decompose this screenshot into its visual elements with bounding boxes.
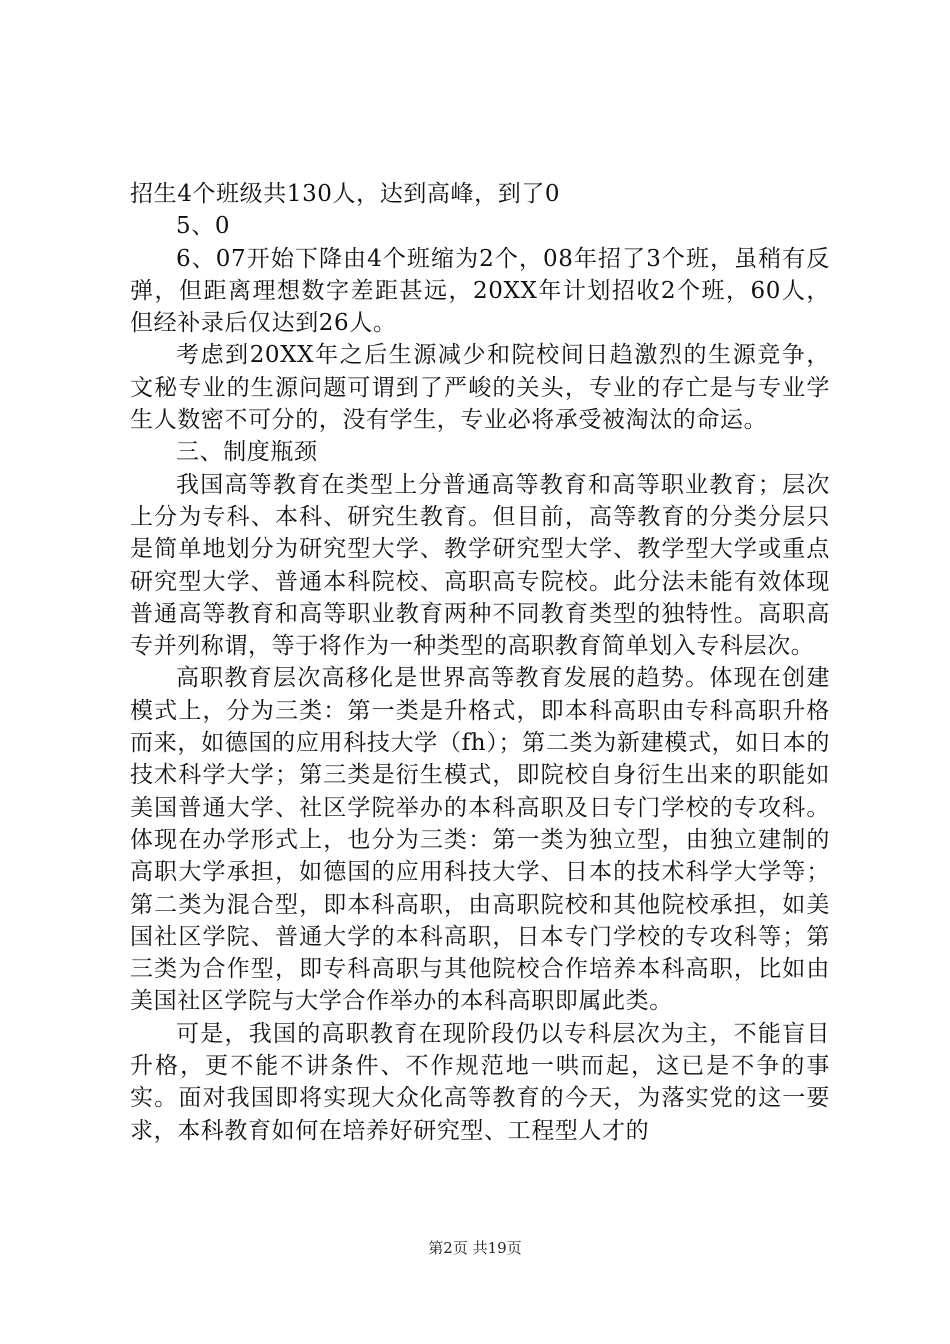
- paragraph-3: 6、07开始下降由4个班缩为2个，08年招了3个班，虽稍有反弹，但距离理想数字差距甚远，20XX年计划招收2个班，60人，但经补录后仅达到26人。: [130, 245, 830, 337]
- document-body: [130, 178, 830, 1147]
- paragraph-2: 5、0: [176, 213, 231, 240]
- paragraph-7: 高职教育层次高移化是世界高等教育发展的趋势。体现在创建模式上，分为三类：第一类是升格式，即本科高职由专科高职升格而来，如德国的应用科技大学（fh）；第二类为新建模式，如日本的技术科学大学；第三类是衍生模式，即院校自身衍生出来的职能如美国普通大学、社区学院举办的本科高职及日专门学校的专攻科。体现在办学形式上，也分为三类：第一类为独立型，由独立建制的高职大学承担，如德国的应用科技大学、日本的技术科学大学等；第二类为混合型，即本科高职，由高职院校和其他院校承担，如美国社区学院、普通大学的本科高职，日本专门学校的专攻科等；第三类为合作型，即专科高职与其他院校合作培养本科高职，比如由美国社区学院与大学合作举办的本科高职即属此类。: [130, 665, 830, 1015]
- paragraph-4: 考虑到20XX年之后生源减少和院校间日趋激烈的生源竞争，文秘专业的生源问题可谓到了严峻的关头，专业的存亡是与专业学生人数密不可分的，没有学生，专业必将承受被淘汰的命运。: [130, 342, 830, 434]
- section-heading: 三、制度瓶颈: [176, 439, 318, 466]
- page-footer: 第2页 共19页: [428, 1239, 522, 1257]
- paragraph-1: 招生4个班级共130人，达到高峰，到了0: [130, 181, 561, 207]
- paragraph-6: 我国高等教育在类型上分普通高等教育和高等职业教育；层次上分为专科、本科、研究生教育。但目前，高等教育的分类分层只是简单地划分为研究型大学、教学研究型大学、教学型大学或重点研究型大学、普通本科院校、高职高专院校。此分法未能有效体现普通高等教育和高等职业教育两种不同教育类型的独特性。高职高专并列称谓，等于将作为一种类型的高职教育简单划入专科层次。: [130, 471, 830, 660]
- paragraph-8: 可是，我国的高职教育在现阶段仍以专科层次为主，不能盲目升格，更不能不讲条件、不作规范地一哄而起，这已是不争的事实。面对我国即将实现大众化高等教育的今天，为落实党的这一要求，本科教育如何在培养好研究型、工程型人才的: [130, 1020, 830, 1144]
